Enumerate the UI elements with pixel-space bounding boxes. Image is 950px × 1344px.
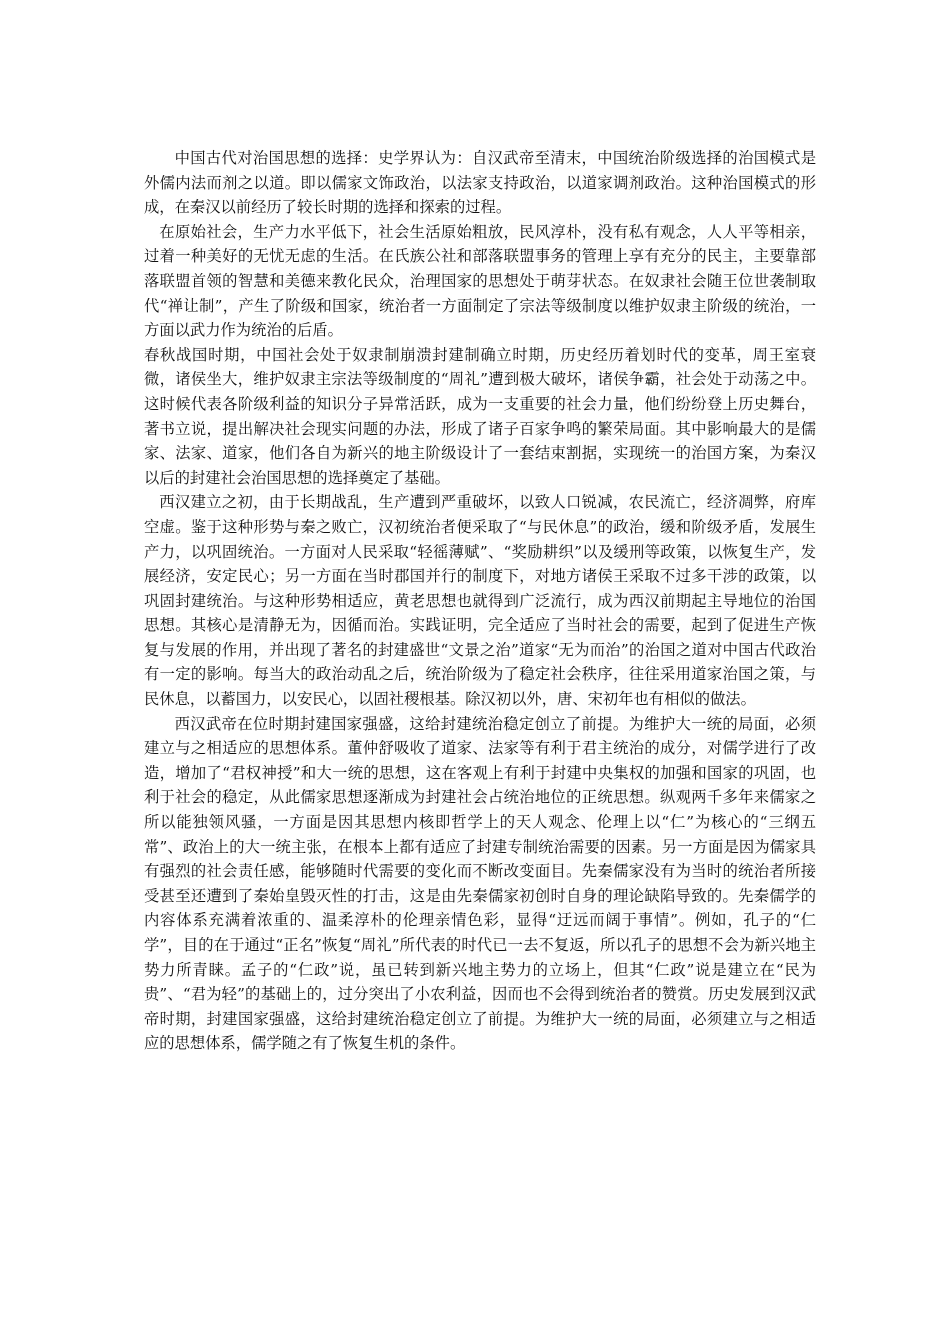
- paragraph-emperor-wu: 西汉武帝在位时期封建国家强盛，这给封建统治稳定创立了前提。为维护大一统的局面，必须建立与之相适应的思想体系。董仲舒吸收了道家、法家等有利于君主统治的成分，对儒学进行了改造，增加了“君权神授”和大一统的思想，这在客观上有利于封建中央集权的加强和国家的巩固，也利于社会的稳定，从此儒家思想逐渐成为封建社会占统治地位的正统思想。纵观两千多年来儒家之所以能独领风骚，一方面是因其思想内核即哲学上的天人观念、伦理上以“仁”为核心的“三纲五常”、政治上的大一统主张，在根本上都有适应了封建专制统治需要的因素。另一方面是因为儒家具有强烈的社会责任感，能够随时代需要的变化而不断改变面目。先秦儒家没有为当时的统治者所接受甚至还遭到了秦始皇毁灭性的打击，这是由先秦儒家初创时自身的理论缺陷导致的。先秦儒学的内容体系充满着浓重的、温柔淳朴的伦理亲情色彩，显得“迂远而阔于事情”。例如，孔子的“仁学”，目的在于通过“正名”恢复“周礼”所代表的时代已一去不复返，所以孔子的思想不会为新兴地主势力所青睐。孟子的“仁政”说，虽已转到新兴地主势力的立场上，但其“仁政”说是建立在“民为贵”、“君为轻”的基础上的，过分突出了小农利益，因而也不会得到统治者的赞赏。历史发展到汉武帝时期，封建国家强盛，这给封建统治稳定创立了前提。为维护大一统的局面，必须建立与之相适应的思想体系，儒学随之有了恢复生机的条件。: [144, 714, 816, 1053]
- paragraph-spring-autumn: 春秋战国时期，中国社会处于奴隶制崩溃封建制确立时期，历史经历着划时代的变革，周王室衰微，诸侯坐大，维护奴隶主宗法等级制度的“周礼”遭到极大破坏，诸侯争霸，社会处于动荡之中。这时候代表各阶级利益的知识分子异常活跃，成为一支重要的社会力量，他们纷纷登上历史舞台，著书立说，提出解决社会现实问题的办法，形成了诸子百家争鸣的繁荣局面。其中影响最大的是儒家、法家、道家，他们各自为新兴的地主阶级设计了一套结束割据，实现统一的治国方案，为秦汉以后的封建社会治国思想的选择奠定了基础。: [144, 345, 816, 487]
- paragraph-intro: 中国古代对治国思想的选择：史学界认为：自汉武帝至清末，中国统治阶级选择的治国模式是外儒内法而剂之以道。即以儒家文饰政治，以法家支持政治，以道家调剂政治。这种治国模式的形成，在秦汉以前经历了较长时期的选择和探索的过程。: [144, 149, 816, 217]
- paragraph-primitive-society: 在原始社会，生产力水平低下，社会生活原始粗放，民风淳朴，没有私有观念，人人平等相亲，过着一种美好的无忧无虑的生活。在氏族公社和部落联盟事务的管理上享有充分的民主，主要靠部落联盟首领的智慧和美德来教化民众，治理国家的思想处于萌芽状态。在奴隶社会随王位世袭制取代“禅让制”，产生了阶级和国家，统治者一方面制定了宗法等级制度以维护奴隶主阶级的统治，一方面以武力作为统治的后盾。: [144, 222, 816, 340]
- document-body: [144, 146, 816, 1056]
- paragraph-western-han: 西汉建立之初，由于长期战乱，生产遭到严重破坏，以致人口锐减，农民流亡，经济凋弊，府库空虚。鉴于这种形势与秦之败亡，汉初统治者便采取了“与民休息”的政治，缓和阶级矛盾，发展生产力，以巩固统治。一方面对人民采取“轻徭薄赋”、“奖励耕织”以及缓刑等政策，以恢复生产，发展经济，安定民心；另一方面在当时郡国并行的制度下，对地方诸侯王采取不过多干涉的政策，以巩固封建统治。与这种形势相适应，黄老思想也就得到广泛流行，成为西汉前期起主导地位的治国思想。其核心是清静无为，因循而治。实践证明，完全适应了当时社会的需要，起到了促进生产恢复与发展的作用，并出现了著名的封建盛世“文景之治”道家“无为而治”的治国之道对中国古代政治有一定的影响。每当大的政治动乱之后，统治阶级为了稳定社会秩序，往往采用道家治国之策，与民休息，以蓄国力，以安民心，以固社稷根基。除汉初以外，唐、宋初年也有相似的做法。: [144, 493, 816, 709]
